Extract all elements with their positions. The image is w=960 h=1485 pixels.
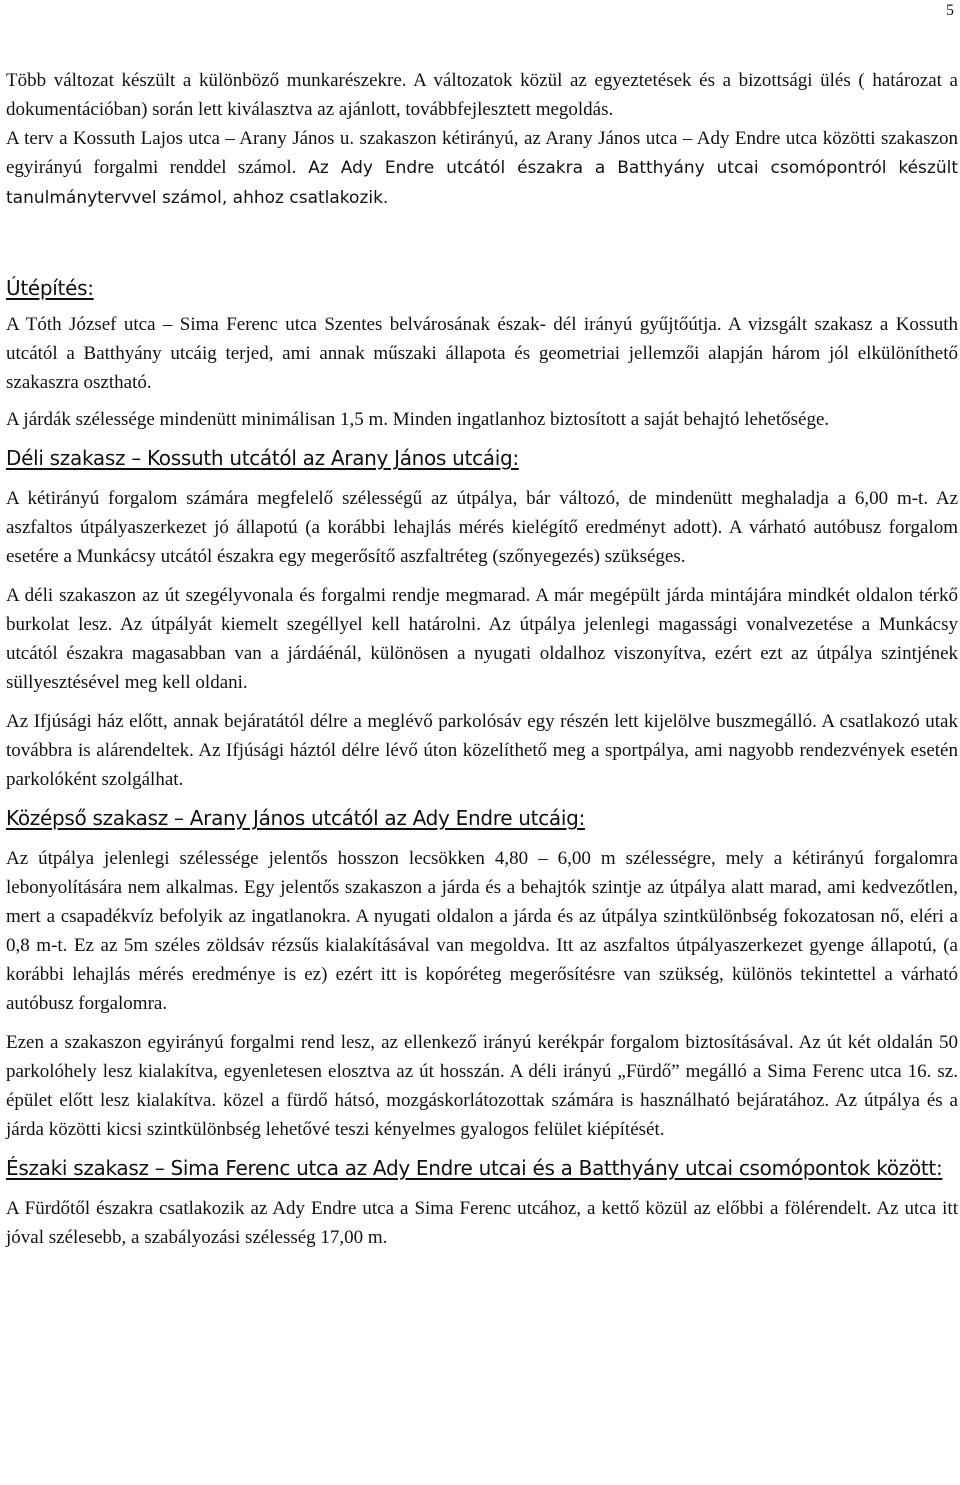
document-body — [6, 66, 958, 1252]
plan-paragraph — [6, 124, 958, 213]
plan-paragraph-text: A terv a Kossuth Lajos utca – Arany János u. szakaszon kétirányú, az Arany János utca – Ady Endre utca közötti szakaszon egyirányú forgalmi renddel számol. — [6, 128, 958, 178]
middle-section-paragraph-1: Az útpálya jelenlegi szélessége jelentős hosszon lecsökken 4,80 – 6,00 m szélességre, mely a kétirányú forgalomra lebonyolítására nem alkalmas. Egy jelentős szakaszon a járda és a behajtók szintje az útpálya alatt marad, ami kedvezőtlen, mert a csapadékvíz befolyik az ingatlanokra. A nyugati oldalon a járda és az útpálya szintkülönbség fokozatosan nő, eléri a 0,8 m-t. Ez az 5m széles zöldsáv rézsűs kialakításával van megoldva. Itt az aszfaltos útpályaszerkezet gyenge állapotú, (a korábbi lehajlás mérés eredménye is ez) ezért itt is kopóréteg megerősítésre van szükség, különös tekintettel a várható autóbusz forgalomra. — [6, 848, 958, 1014]
heading-kozepso-szakasz: Középső szakasz – Arany János utcától az Ady Endre utcáig: — [6, 806, 585, 830]
south-section-paragraph-1: A kétirányú forgalom számára megfelelő szélességű az útpálya, bár változó, de mindenütt meghaladja a 6,00 m-t. Az aszfaltos útpályaszerkezet jó állapotú (a korábbi lehajlás mérés kielégítő eredményt adott). A várható autóbusz forgalom esetére a Munkácsy utcától északra egy megerősítő aszfaltréteg (szőnyegezés) szükséges. — [6, 488, 958, 567]
heading-eszaki-szakasz: Északi szakasz – Sima Ferenc utca az Ady Endre utcai és a Batthyány utcai csomópontok között: — [6, 1156, 943, 1180]
south-section-paragraph-3: Az Ifjúsági ház előtt, annak bejáratától délre a meglévő parkolósáv egy részén lett kijelölve buszmegálló. A csatlakozó utak továbbra is alárendeltek. Az Ifjúsági háztól délre lévő úton közelíthető meg a sportpálya, ami nagyobb rendezvények esetén parkolóként szolgálhat. — [6, 711, 958, 790]
sidewalk-paragraph: A járdák szélessége mindenütt minimálisan 1,5 m. Minden ingatlanhoz biztosított a saját behajtó lehetősége. — [6, 409, 830, 430]
north-section-paragraph: A Fürdőtől északra csatlakozik az Ady Endre utca a Sima Ferenc utcához, a kettő közül az előbbi a fölérendelt. Az utca itt jóval szélesebb, a szabályozási szélesség 17,00 m. — [6, 1198, 958, 1248]
road-description-paragraph: A Tóth József utca – Sima Ferenc utca Szentes belvárosának észak- dél irányú gyűjtőútja. A vizsgált szakasz a Kossuth utcától a Batthyány utcáig terjed, ami annak műszaki állapota és geometriai jellemzői alapján három jól elkülöníthető szakaszra osztható. — [6, 314, 958, 393]
plan-paragraph-text-continued: Az Ady Endre utcától északra a Batthyány utcai csomópontról készült tanulmánytervvel számol, ahhoz csatlakozik. — [6, 158, 959, 208]
page-number: 5 — [946, 2, 954, 19]
heading-deli-szakasz: Déli szakasz – Kossuth utcától az Arany János utcáig: — [6, 446, 519, 470]
middle-section-paragraph-2: Ezen a szakaszon egyirányú forgalmi rend lesz, az ellenkező irányú kerékpár forgalom biztosításával. Az út két oldalán 50 parkolóhely lesz kialakítva, egyenletesen elosztva az út hosszán. A déli irányú „Fürdő” megálló a Sima Ferenc utca 16. sz. épület előtt lesz kialakítva. közel a fürdő hátsó, mozgáskorlátozottak számára is használható bejáratához. Az útpálya és a járda közötti kicsi szintkülönbség lehetővé teszi kényelmes gyalogos felület kiépítését. — [6, 1032, 958, 1140]
heading-utepites: Útépítés: — [6, 276, 94, 300]
intro-paragraph: Több változat készült a különböző munkarészekre. A változatok közül az egyeztetések és a bizottsági ülés ( határozat a dokumentációban) során lett kiválasztva az ajánlott, továbbfejlesztett megoldás. — [6, 70, 958, 120]
south-section-paragraph-2: A déli szakaszon az út szegélyvonala és forgalmi rendje megmarad. A már megépült járda mintájára mindkét oldalon térkő burkolat lesz. Az útpályát kiemelt szegéllyel kell határolni. Az útpálya jelenlegi magassági vonalvezetése a Munkácsy utcától északra magasabban van a járdáénál, különösen a nyugati oldalhoz viszonyítva, ezért ezt az útpálya szintjének süllyesztésével meg kell oldani. — [6, 585, 958, 693]
